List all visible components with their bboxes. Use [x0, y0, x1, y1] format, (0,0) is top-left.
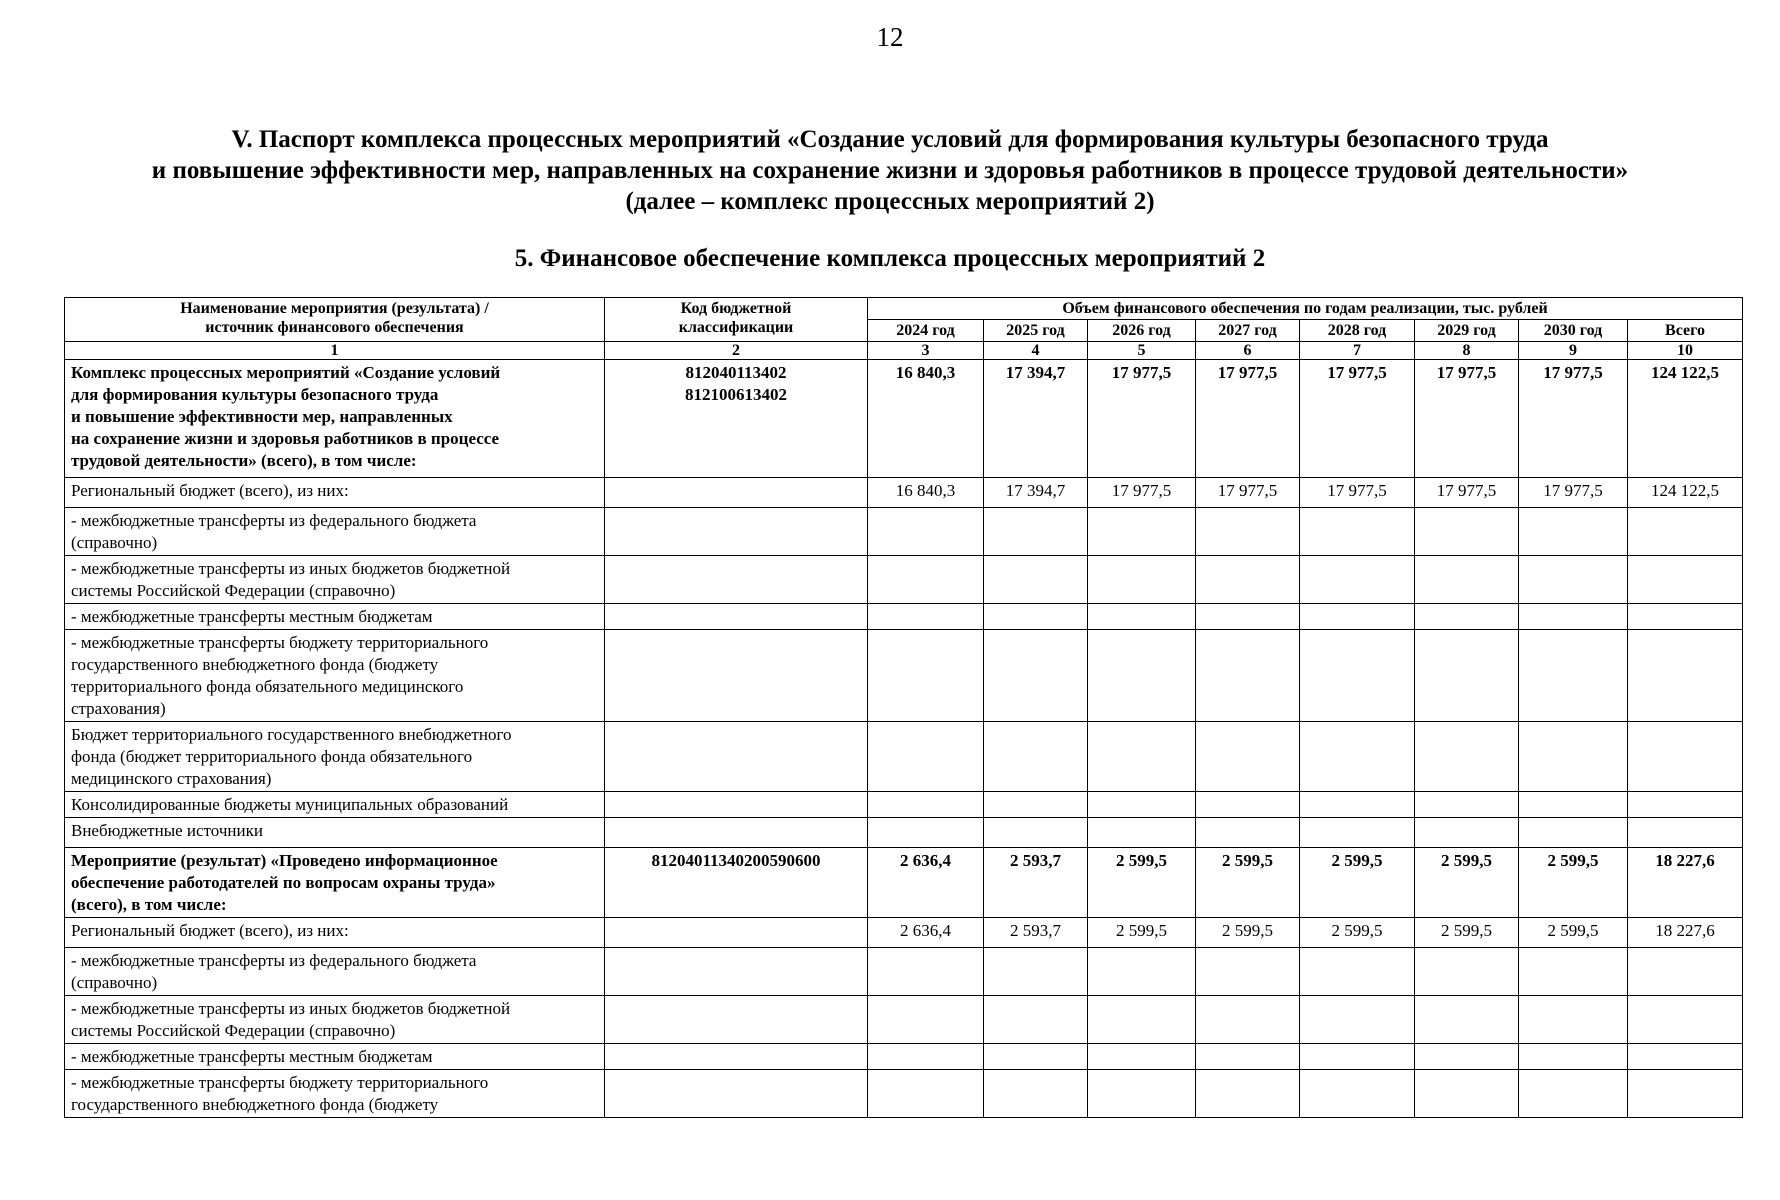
row-name-line: Комплекс процессных мероприятий «Создание условий — [71, 363, 501, 382]
row-value-cell — [984, 996, 1088, 1044]
row-value-cell — [1196, 722, 1300, 792]
row-value-cell — [984, 556, 1088, 604]
row-value-cell — [1415, 792, 1519, 818]
row-name-line: обеспечение работодателей по вопросам охраны труда» — [71, 873, 496, 892]
header-year-cell: 2027 год — [1196, 320, 1300, 342]
header-year-cell: 2029 год — [1415, 320, 1519, 342]
row-name-cell — [65, 792, 605, 818]
row-value-cell: 2 593,7 — [984, 918, 1088, 948]
row-code-cell — [605, 818, 868, 848]
row-value-cell — [1088, 604, 1196, 630]
row-name-line: - межбюджетные трансферты местным бюджетам — [71, 607, 433, 626]
row-value-cell — [984, 508, 1088, 556]
row-value-cell: 17 977,5 — [1196, 478, 1300, 508]
row-value-cell: 17 977,5 — [1300, 478, 1415, 508]
row-value-cell — [1196, 604, 1300, 630]
row-code-cell — [605, 948, 868, 996]
row-value-cell — [1519, 996, 1628, 1044]
row-value-cell — [1415, 604, 1519, 630]
row-value-cell — [868, 948, 984, 996]
index-cell: 7 — [1300, 342, 1415, 360]
index-cell: 1 — [65, 342, 605, 360]
row-value-cell — [1300, 792, 1415, 818]
row-value-cell: 2 599,5 — [1415, 848, 1519, 918]
row-value-cell — [984, 792, 1088, 818]
row-name-line: медицинского страхования) — [71, 769, 272, 788]
title-line: (далее – комплекс процессных мероприятий 2) — [625, 188, 1155, 215]
table-header-row — [65, 298, 1743, 320]
row-name-cell — [65, 478, 605, 508]
section-title: 5. Финансовое обеспечение комплекса процессных мероприятий 2 — [514, 245, 1266, 272]
row-name-cell — [65, 1070, 605, 1118]
row-code-cell — [605, 630, 868, 722]
row-name-line: страхования) — [71, 699, 166, 718]
row-value-cell — [1196, 1070, 1300, 1118]
row-code-cell — [605, 996, 868, 1044]
row-name-line: - межбюджетные трансферты из федерального бюджета — [71, 951, 477, 970]
row-value-cell — [1088, 948, 1196, 996]
row-total-cell — [1628, 996, 1743, 1044]
row-value-cell: 17 977,5 — [1196, 360, 1300, 478]
row-name-line: Внебюджетные источники — [71, 821, 263, 840]
financing-table-container — [64, 297, 1742, 1118]
row-total-cell — [1628, 1070, 1743, 1118]
row-name-cell — [65, 508, 605, 556]
row-name-cell — [65, 604, 605, 630]
row-value-cell — [868, 792, 984, 818]
row-value-cell — [1519, 722, 1628, 792]
table-row — [65, 360, 1743, 478]
row-value-cell — [1088, 508, 1196, 556]
row-value-cell: 17 977,5 — [1519, 360, 1628, 478]
row-value-cell — [984, 1070, 1088, 1118]
row-name-line: для формирования культуры безопасного труда — [71, 385, 439, 404]
index-cell: 4 — [984, 342, 1088, 360]
index-cell: 8 — [1415, 342, 1519, 360]
row-value-cell — [868, 996, 984, 1044]
row-name-cell — [65, 360, 605, 478]
row-total-cell — [1628, 508, 1743, 556]
row-name-line: трудовой деятельности» (всего), в том числе: — [71, 451, 417, 470]
row-value-cell: 2 599,5 — [1196, 848, 1300, 918]
row-name-line: государственного внебюджетного фонда (бюджету — [71, 1095, 439, 1114]
header-code-line: классификации — [678, 319, 794, 336]
row-name-line: Региональный бюджет (всего), из них: — [71, 921, 349, 940]
row-value-cell: 17 977,5 — [1415, 360, 1519, 478]
row-value-cell — [1196, 996, 1300, 1044]
row-code-line: 81204011340200590600 — [651, 851, 821, 870]
row-name-line: - межбюджетные трансферты бюджету территориального — [71, 1073, 489, 1092]
row-value-cell — [1519, 1044, 1628, 1070]
row-name-line: системы Российской Федерации (справочно) — [71, 581, 396, 600]
row-total-cell: 18 227,6 — [1628, 848, 1743, 918]
row-value-cell — [1088, 1070, 1196, 1118]
row-value-cell — [1415, 630, 1519, 722]
row-value-cell — [868, 630, 984, 722]
row-value-cell — [868, 818, 984, 848]
row-name-cell — [65, 918, 605, 948]
row-value-cell: 17 394,7 — [984, 360, 1088, 478]
row-value-cell — [1300, 1070, 1415, 1118]
row-value-cell — [1088, 818, 1196, 848]
row-value-cell — [1196, 508, 1300, 556]
header-name-line: источник финансового обеспечения — [205, 319, 464, 336]
row-value-cell — [1300, 948, 1415, 996]
row-value-cell — [1415, 722, 1519, 792]
row-value-cell — [1300, 996, 1415, 1044]
row-value-cell — [1300, 508, 1415, 556]
row-total-cell: 124 122,5 — [1628, 478, 1743, 508]
row-name-cell — [65, 630, 605, 722]
table-row — [65, 848, 1743, 918]
header-code-cell — [605, 298, 868, 342]
row-code-cell — [605, 360, 868, 478]
row-code-cell — [605, 1044, 868, 1070]
header-name-line: Наименование мероприятия (результата) / — [180, 300, 489, 317]
row-value-cell: 2 599,5 — [1415, 918, 1519, 948]
document-title — [40, 124, 1740, 217]
row-value-cell — [1196, 556, 1300, 604]
row-value-cell — [1088, 996, 1196, 1044]
row-name-line: Региональный бюджет (всего), из них: — [71, 481, 349, 500]
header-year-cell: 2030 год — [1519, 320, 1628, 342]
row-name-line: фонда (бюджет территориального фонда обязательного — [71, 747, 473, 766]
header-year-cell: 2028 год — [1300, 320, 1415, 342]
row-total-cell — [1628, 818, 1743, 848]
row-name-line: - межбюджетные трансферты бюджету территориального — [71, 633, 489, 652]
row-code-cell — [605, 604, 868, 630]
row-value-cell — [868, 722, 984, 792]
row-total-cell — [1628, 604, 1743, 630]
row-value-cell — [1088, 630, 1196, 722]
header-group-cell: Объем финансового обеспечения по годам реализации, тыс. рублей — [868, 298, 1743, 320]
row-value-cell: 2 599,5 — [1088, 918, 1196, 948]
row-value-cell — [868, 556, 984, 604]
row-value-cell — [1519, 818, 1628, 848]
table-row — [65, 818, 1743, 848]
row-name-line: Мероприятие (результат) «Проведено информационное — [71, 851, 498, 870]
row-value-cell — [1300, 604, 1415, 630]
page-number: 12 — [876, 22, 904, 52]
table-row — [65, 478, 1743, 508]
row-value-cell — [868, 1044, 984, 1070]
table-row — [65, 1044, 1743, 1070]
row-value-cell — [1415, 556, 1519, 604]
row-code-cell — [605, 848, 868, 918]
row-value-cell — [1415, 1070, 1519, 1118]
row-value-cell — [1088, 556, 1196, 604]
row-code-cell — [605, 722, 868, 792]
row-total-cell — [1628, 792, 1743, 818]
row-value-cell: 17 977,5 — [1519, 478, 1628, 508]
row-value-cell — [1300, 1044, 1415, 1070]
row-value-cell — [984, 818, 1088, 848]
row-name-line: (всего), в том числе: — [71, 895, 227, 914]
row-value-cell — [868, 508, 984, 556]
row-code-cell — [605, 1070, 868, 1118]
row-value-cell: 2 599,5 — [1519, 848, 1628, 918]
table-row — [65, 1070, 1743, 1118]
row-total-cell: 124 122,5 — [1628, 360, 1743, 478]
row-name-cell — [65, 818, 605, 848]
row-value-cell — [984, 948, 1088, 996]
row-value-cell — [868, 1070, 984, 1118]
row-name-line: - межбюджетные трансферты из федерального бюджета — [71, 511, 477, 530]
table-row — [65, 996, 1743, 1044]
row-value-cell — [1300, 818, 1415, 848]
table-row — [65, 722, 1743, 792]
row-value-cell: 17 977,5 — [1088, 478, 1196, 508]
index-cell: 2 — [605, 342, 868, 360]
row-name-line: (справочно) — [71, 973, 158, 992]
table-row — [65, 918, 1743, 948]
row-value-cell: 17 977,5 — [1415, 478, 1519, 508]
header-name-cell — [65, 298, 605, 342]
row-value-cell — [984, 604, 1088, 630]
table-row — [65, 604, 1743, 630]
row-name-cell — [65, 948, 605, 996]
row-name-line: системы Российской Федерации (справочно) — [71, 1021, 396, 1040]
table-row — [65, 508, 1743, 556]
row-value-cell — [1196, 792, 1300, 818]
row-value-cell — [984, 630, 1088, 722]
row-code-line: 812100613402 — [685, 385, 787, 404]
row-name-cell — [65, 848, 605, 918]
table-row — [65, 948, 1743, 996]
index-cell: 9 — [1519, 342, 1628, 360]
row-value-cell — [1519, 792, 1628, 818]
row-name-cell — [65, 722, 605, 792]
row-name-line: Бюджет территориального государственного внебюджетного — [71, 725, 512, 744]
row-value-cell: 2 599,5 — [1300, 848, 1415, 918]
row-value-cell — [1519, 604, 1628, 630]
row-value-cell — [1519, 948, 1628, 996]
row-total-cell — [1628, 1044, 1743, 1070]
title-line: V. Паспорт комплекса процессных мероприятий «Создание условий для формирования культуры безопасного труда — [231, 126, 1549, 153]
title-line: и повышение эффективности мер, направленных на сохранение жизни и здоровья работников в процессе трудовой деятельности» — [151, 157, 1629, 184]
header-year-cell: 2024 год — [868, 320, 984, 342]
row-code-cell — [605, 478, 868, 508]
row-value-cell: 2 599,5 — [1300, 918, 1415, 948]
row-value-cell — [984, 722, 1088, 792]
row-value-cell: 17 394,7 — [984, 478, 1088, 508]
row-value-cell — [1415, 996, 1519, 1044]
row-value-cell: 2 599,5 — [1519, 918, 1628, 948]
row-value-cell: 16 840,3 — [868, 478, 984, 508]
row-code-cell — [605, 556, 868, 604]
row-value-cell — [1519, 1070, 1628, 1118]
row-name-line: Консолидированные бюджеты муниципальных образований — [71, 795, 509, 814]
row-value-cell: 2 593,7 — [984, 848, 1088, 918]
row-name-line: - межбюджетные трансферты из иных бюджетов бюджетной — [71, 999, 511, 1018]
row-name-line: территориального фонда обязательного медицинского — [71, 677, 464, 696]
row-value-cell: 17 977,5 — [1300, 360, 1415, 478]
row-value-cell — [1415, 1044, 1519, 1070]
row-name-cell — [65, 1044, 605, 1070]
row-value-cell — [1300, 722, 1415, 792]
row-code-cell — [605, 792, 868, 818]
row-value-cell: 16 840,3 — [868, 360, 984, 478]
row-value-cell: 2 599,5 — [1088, 848, 1196, 918]
table-row — [65, 630, 1743, 722]
header-code-line: Код бюджетной — [680, 300, 792, 317]
row-value-cell: 2 599,5 — [1196, 918, 1300, 948]
row-value-cell — [1415, 818, 1519, 848]
table-index-row — [65, 342, 1743, 360]
table-row — [65, 792, 1743, 818]
header-year-cell: 2025 год — [984, 320, 1088, 342]
row-name-cell — [65, 556, 605, 604]
row-total-cell: 18 227,6 — [1628, 918, 1743, 948]
index-cell: 10 — [1628, 342, 1743, 360]
row-total-cell — [1628, 630, 1743, 722]
row-name-line: государственного внебюджетного фонда (бюджету — [71, 655, 439, 674]
row-value-cell — [1415, 508, 1519, 556]
row-total-cell — [1628, 948, 1743, 996]
row-code-line: 812040113402 — [685, 363, 787, 382]
header-year-cell: 2026 год — [1088, 320, 1196, 342]
index-cell: 3 — [868, 342, 984, 360]
row-code-cell — [605, 918, 868, 948]
row-value-cell — [1196, 818, 1300, 848]
row-value-cell — [868, 604, 984, 630]
row-name-line: и повышение эффективности мер, направленных — [71, 407, 453, 426]
row-total-cell — [1628, 722, 1743, 792]
row-name-line: - межбюджетные трансферты из иных бюджетов бюджетной — [71, 559, 511, 578]
row-value-cell — [984, 1044, 1088, 1070]
row-value-cell — [1519, 630, 1628, 722]
table-row — [65, 556, 1743, 604]
row-value-cell — [1196, 630, 1300, 722]
row-value-cell: 2 636,4 — [868, 918, 984, 948]
row-name-line: - межбюджетные трансферты местным бюджетам — [71, 1047, 433, 1066]
row-name-line: на сохранение жизни и здоровья работников в процессе — [71, 429, 500, 448]
row-code-cell — [605, 508, 868, 556]
row-value-cell — [1519, 508, 1628, 556]
row-name-cell — [65, 996, 605, 1044]
index-cell: 6 — [1196, 342, 1300, 360]
row-name-line: (справочно) — [71, 533, 158, 552]
row-value-cell — [1300, 630, 1415, 722]
financing-table — [64, 297, 1743, 1118]
row-value-cell — [1415, 948, 1519, 996]
row-total-cell — [1628, 556, 1743, 604]
header-total-cell: Всего — [1628, 320, 1743, 342]
row-value-cell — [1519, 556, 1628, 604]
row-value-cell — [1088, 722, 1196, 792]
row-value-cell — [1196, 948, 1300, 996]
row-value-cell — [1300, 556, 1415, 604]
row-value-cell — [1088, 1044, 1196, 1070]
row-value-cell: 2 636,4 — [868, 848, 984, 918]
row-value-cell — [1196, 1044, 1300, 1070]
row-value-cell: 17 977,5 — [1088, 360, 1196, 478]
row-value-cell — [1088, 792, 1196, 818]
index-cell: 5 — [1088, 342, 1196, 360]
